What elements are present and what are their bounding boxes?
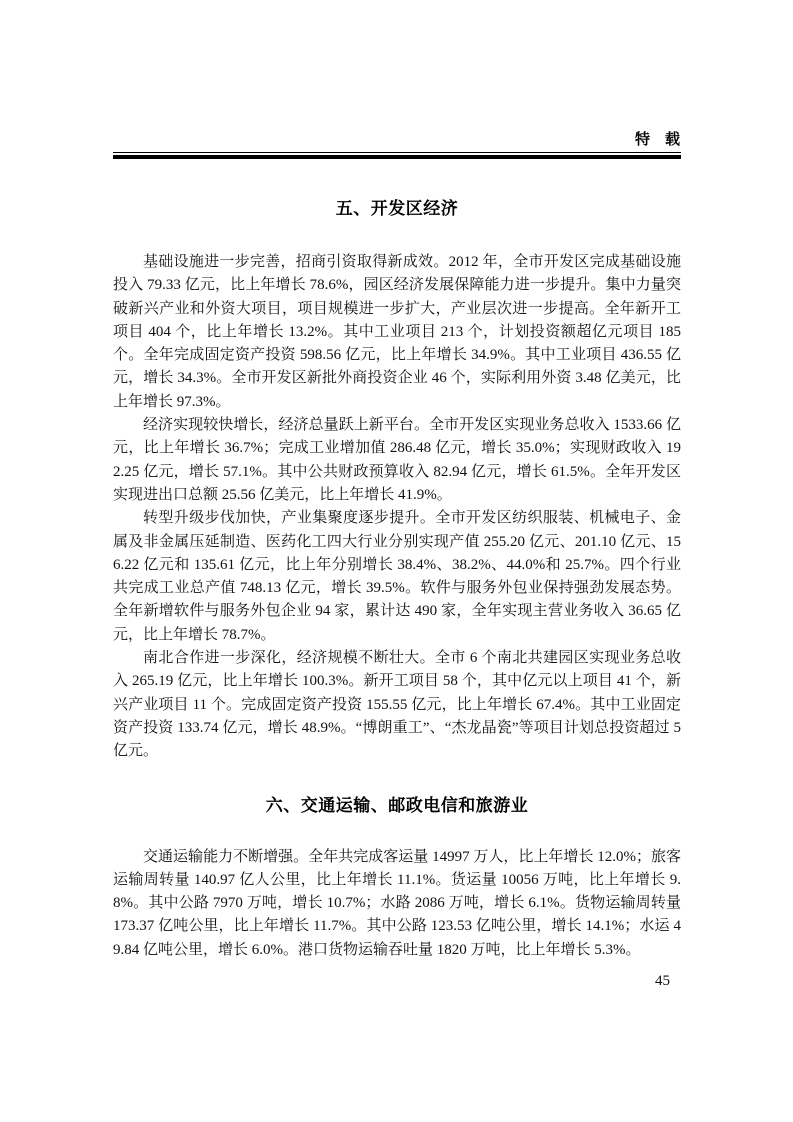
paragraph-north-south-cooperation: 南北合作进一步深化，经济规模不断壮大。全市 6 个南北共建园区实现业务总收入 265.19 亿元，比上年增长 100.3%。新开工项目 58 个，其中亿元以上项目 41 个，新兴产业项目 11 个。完成固定资产投资 155.55 亿元，比上年增长 67.4%。其中工业固定资产投资 133.74 亿元，增长 48.9%。“博朗重工”、“杰龙晶瓷”等项目计划总投资超过 5 亿元。 xyxy=(113,650,681,760)
paragraph-transport-capacity: 交通运输能力不断增强。全年共完成客运量 14997 万人，比上年增长 12.0%；旅客运输周转量 140.97 亿人公里，比上年增长 11.1%。货运量 10056 万吨，比上年增长 9.8%。其中公路 7970 万吨，增长 10.7%；水路 2086 万吨，增长 6.1%。货物运输周转量 173.37 亿吨公里，比上年增长 11.7%。其中公路 123.53 亿吨公里，增长 14.1%；水运 49.84 亿吨公里，增长 6.0%。港口货物运输吞吐量 1820 万吨，比上年增长 5.3%。 xyxy=(113,848,681,958)
section-title-transport-post-tourism: 六、交通运输、邮政电信和旅游业 xyxy=(265,795,529,815)
page-content xyxy=(113,155,681,962)
header-rule-thin xyxy=(113,152,681,153)
paragraph-infrastructure-investment: 基础设施进一步完善，招商引资取得新成效。2012 年，全市开发区完成基础设施投入 79.33 亿元，比上年增长 78.6%，园区经济发展保障能力进一步提升。集中力量突破新兴产业和外资大项目，项目规模进一步扩大，产业层次进一步提高。全年新开工项目 404 个，比上年增长 13.2%。其中工业项目 213 个，计划投资额超亿元项目 185 个。全年完成固定资产投资 598.56 亿元，比上年增长 34.9%。其中工业项目 436.55 亿元，增长 34.3%。全市开发区新批外商投资企业 46 个，实际利用外资 3.48 亿美元，比上年增长 97.3%。 xyxy=(113,254,681,410)
section-title-development-zone-economy: 五、开发区经济 xyxy=(335,199,459,218)
running-header-label: 特 载 xyxy=(634,131,680,148)
paragraph-industry-upgrade: 转型升级步伐加快，产业集聚度逐步提升。全市开发区纺织服装、机械电子、金属及非金属压延制造、医药化工四大行业分别实现产值 255.20 亿元、201.10 亿元、156.22 亿元和 135.61 亿元，比上年分别增长 38.4%、38.2%、44.0%和 25.7%。四个行业共完成工业总产值 748.13 亿元，增长 39.5%。软件与服务外包业保持强劲发展态势。全年新增软件与服务外包企业 94 家，累计达 490 家，全年实现主营业务收入 36.65 亿元，比上年增长 78.7%。 xyxy=(113,510,681,643)
paragraph-economic-growth: 经济实现较快增长，经济总量跃上新平台。全市开发区实现业务总收入 1533.66 亿元，比上年增长 36.7%；完成工业增加值 286.48 亿元，增长 35.0%；实现财政收入 192.25 亿元，增长 57.1%。其中公共财政预算收入 82.94 亿元，增长 61.5%。全年开发区实现进出口总额 25.56 亿美元，比上年增长 41.9%。 xyxy=(113,417,681,503)
page-number: 45 xyxy=(655,973,670,989)
